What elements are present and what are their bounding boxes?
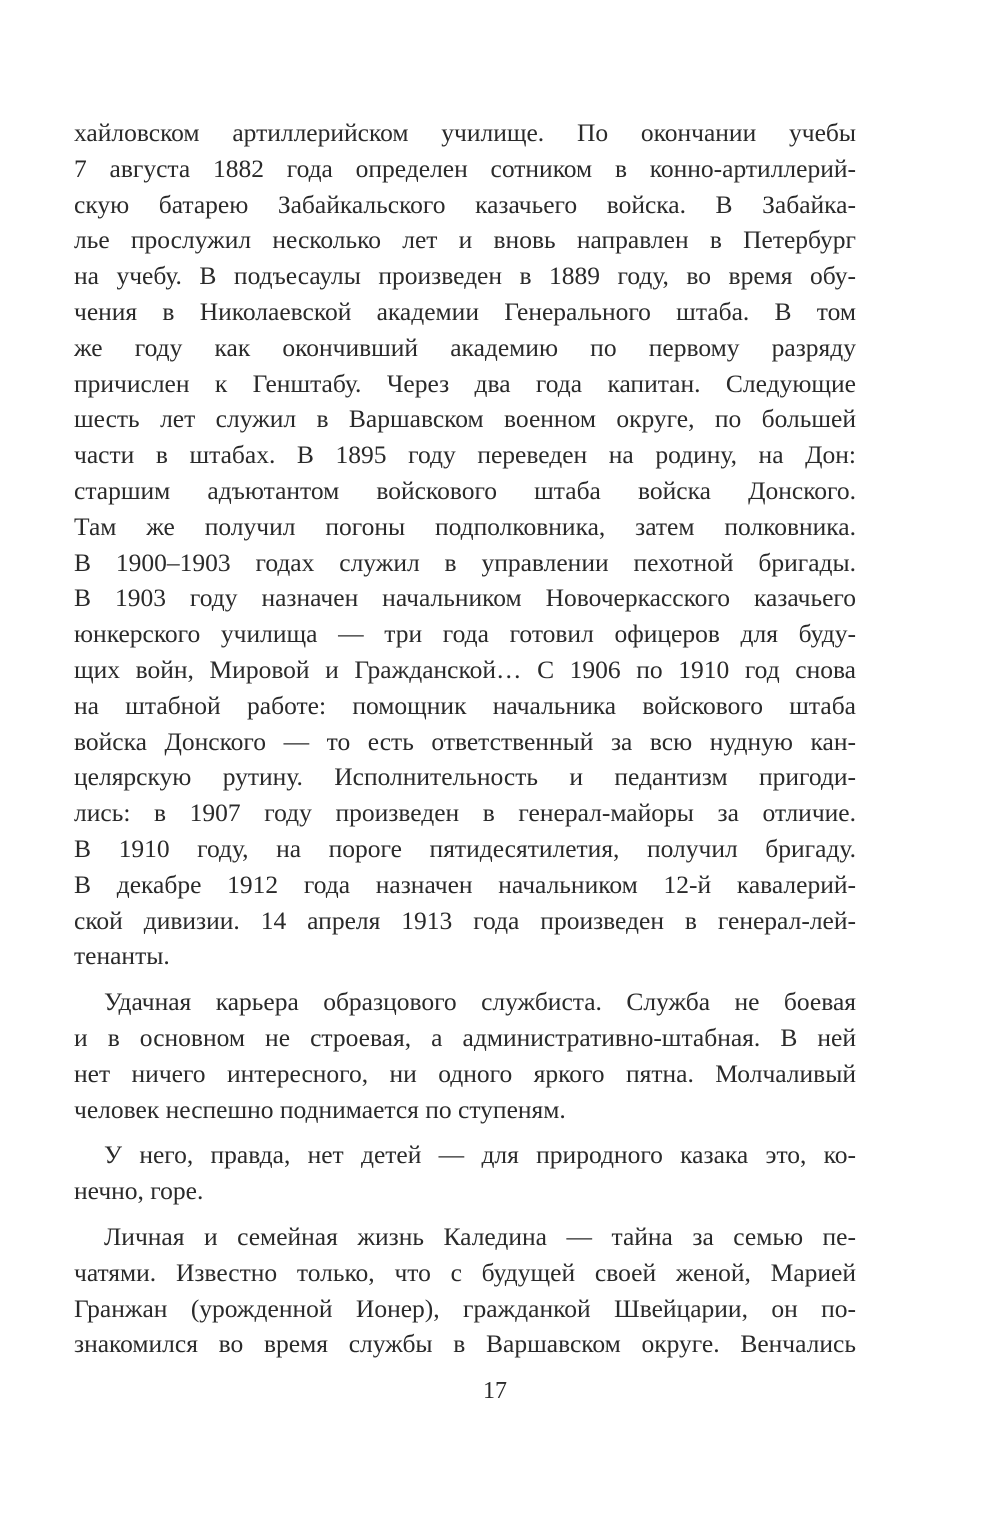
text-line: на штабной работе: помощник начальника войскового штаба <box>74 690 856 720</box>
text-line: В 1900–1903 годах служил в управлении пехотной бригады. <box>74 547 856 577</box>
text-line: Там же получил погоны подполковника, затем полковника. <box>74 511 856 541</box>
text-line: юнкерского училища — три года готовил офицеров для буду- <box>74 619 856 649</box>
text-line: войска Донского — то есть ответственный за всю нудную кан- <box>74 726 856 756</box>
text-line: лье прослужил несколько лет и вновь направлен в Петербург <box>74 225 856 255</box>
paragraph-spacer <box>74 1127 856 1137</box>
text-line: скую батарею Забайкальского казачьего войска. В Забайка- <box>74 189 856 219</box>
text-line: В 1903 году назначен начальником Новочеркасского казачьего <box>74 583 856 613</box>
text-line: Гранжан (урожденной Ионер), гражданкой Швейцарии, он по- <box>74 1293 856 1323</box>
text-line: В декабре 1912 года назначен начальником 12-й кавалерий- <box>74 869 856 899</box>
text-line: Личная и семейная жизнь Каледина — тайна за семью пе- <box>104 1221 856 1251</box>
paragraph <box>74 1219 856 1362</box>
paragraph <box>74 984 856 1127</box>
text-line: же году как окончивший академию по первому разряду <box>74 332 856 362</box>
text-line: У него, правда, нет детей — для природного казака это, ко- <box>104 1140 856 1170</box>
text-line: на учебу. В подъесаулы произведен в 1889 году, во время обу- <box>74 261 856 291</box>
text-line: Удачная карьера образцового службиста. Служба не боевая <box>104 987 856 1017</box>
text-line: и в основном не строевая, а административно-штабная. В ней <box>74 1022 856 1052</box>
text-line: хайловском артиллерийском училище. По окончании учебы <box>74 118 856 147</box>
text-line: В 1910 году, на пороге пятидесятилетия, получил бригаду. <box>74 833 856 863</box>
text-line: чатями. Известно только, что с будущей своей женой, Марией <box>74 1257 856 1287</box>
text-line: шесть лет служил в Варшавском военном округе, по большей <box>74 404 856 434</box>
text-line: нечно, горе. <box>74 1176 204 1206</box>
page-number: 17 <box>483 1378 507 1404</box>
body-text <box>74 115 856 1362</box>
text-line: части в штабах. В 1895 году переведен на родину, на Дон: <box>74 440 856 470</box>
paragraph <box>74 1137 856 1209</box>
text-line: причислен к Генштабу. Через два года капитан. Следующие <box>74 368 856 398</box>
text-line: нет ничего интересного, ни одного яркого пятна. Молчаливый <box>74 1058 856 1088</box>
paragraph-spacer <box>74 974 856 984</box>
text-line: ской дивизии. 14 апреля 1913 года произведен в генерал-лей- <box>74 905 856 935</box>
text-line: старшим адъютантом войскового штаба войска Донского. <box>74 475 856 505</box>
text-line: тенанты. <box>74 941 170 971</box>
paragraph-spacer <box>74 1209 856 1219</box>
text-line: целярскую рутину. Исполнительность и педантизм пригоди- <box>74 762 856 792</box>
text-line: чения в Николаевской академии Генерального штаба. В том <box>74 296 856 326</box>
text-line: человек неспешно поднимается по ступеням. <box>74 1094 566 1124</box>
text-line: знакомился во время службы в Варшавском округе. Венчались <box>74 1329 856 1359</box>
text-line: лись: в 1907 году произведен в генерал-майоры за отличие. <box>74 798 856 828</box>
text-line: щих войн, Мировой и Гражданской… С 1906 по 1910 год снова <box>74 654 856 684</box>
paragraph <box>74 115 856 974</box>
text-line: 7 августа 1882 года определен сотником в конно-артиллерий- <box>74 153 856 183</box>
